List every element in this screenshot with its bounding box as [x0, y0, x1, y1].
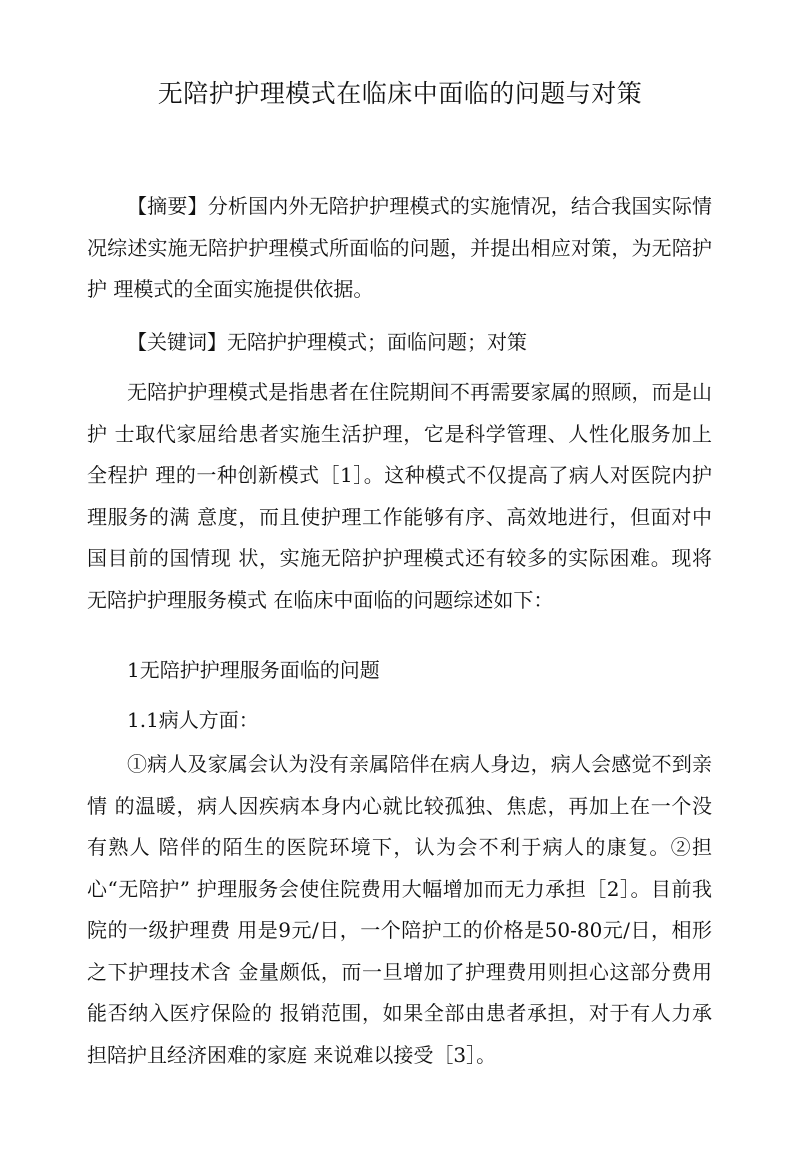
abstract-paragraph: 【摘要】分析国内外无陪护护理模式的实施情况，结合我国实际情 况综述实施无陪护护理模式所面临的问题，并提出相应对策，为无陪护护 理模式的全面实施提供依据。	[87, 194, 712, 301]
keywords-paragraph: 【关键词】无陪护护理模式；面临问题；对策	[127, 330, 527, 354]
patient-aspect-paragraph: ①病人及家属会认为没有亲属陪伴在病人身边，病人会感觉不到亲情 的温暖，病人因疾病本身内心就比较孤独、焦虑，再加上在一个没有熟人 陪伴的陌生的医院环境下，认为会不利于病人的康复。②担心“无陪护” 护理服务会使住院费用大幅增加而无力承担［2］。目前我院的一级护理费 用是9元/日，一个陪护工的价格是50-80元/日，相形之下护理技术含 金量颇低，而一旦增加了护理费用则担心这部分费用能否纳入医疗保险的 报销范围，如果全部由患者承担，对于有人力承担陪护且经济困难的家庭 来说难以接受［3］。	[87, 752, 712, 1067]
section-heading-1-1: 1.1病人方面：	[127, 708, 259, 732]
document-title: 无陪护护理模式在临床中面临的问题与对策	[157, 79, 643, 108]
section-heading-1: 1无陪护护理服务面临的问题	[127, 658, 380, 682]
intro-paragraph: 无陪护护理模式是指患者在住院期间不再需要家属的照顾，而是山护 士取代家屈给患者实施生活护理，它是科学管理、人性化服务加上全程护 理的一种创新模式［1］。这种模式不仅提高了病人对医院内护理服务的满 意度，而且使护理工作能够有序、高效地进行，但面对中国目前的国情现 状，实施无陪护护理模式还有较多的实际困难。现将无陪护护理服务模式 在临床中面临的问题综述如下：	[87, 380, 712, 612]
